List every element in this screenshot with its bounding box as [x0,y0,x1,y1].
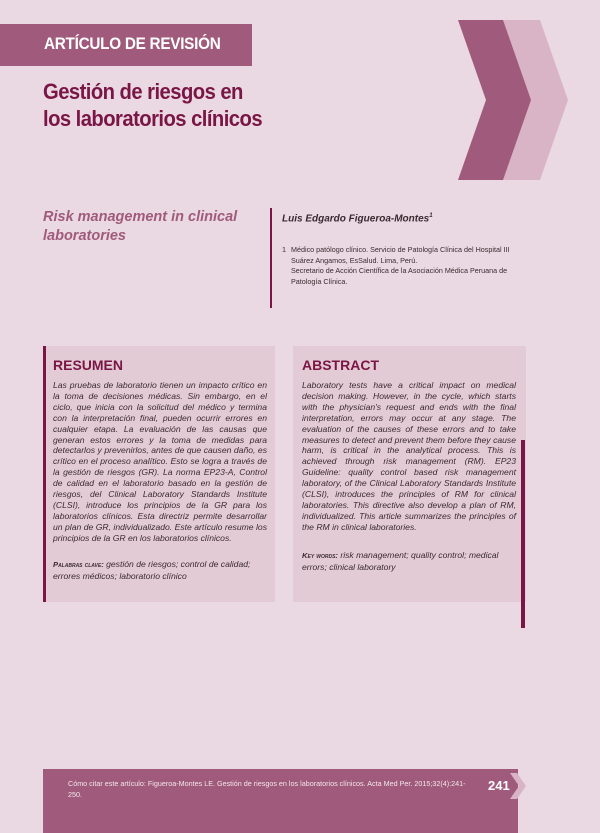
resumen-keywords-label: Palabras clave: [53,560,104,569]
affiliation-number: 1 [282,245,286,254]
citation-line-2: 250. [68,790,82,799]
title-line-1: Gestión de riesgos en [43,79,243,104]
title-line-2: los laboratorios clínicos [43,106,263,131]
abstract-keywords [302,550,516,573]
author-name-text: Luis Edgardo Figueroa-Montes [282,213,430,225]
chevron-decoration [458,20,568,180]
author-affiliation [282,245,537,287]
english-title-line-1: Risk management in clinical [43,209,238,225]
page-number: 241 [488,778,510,793]
page-chevron-icon [510,773,526,799]
article-title [43,78,282,132]
resumen-body: Las pruebas de laboratorio tienen un impacto crítico en la toma de decisiones médicas. Sin embargo, en el ciclo, que inicia con la solicitud del médico y termina con la interpretación final, pueden ocurrir errores en cualquier etapa. La evaluación de las causas que generan estos errores y la toma de medidas para detectarlos y prevenirlos, antes de que causen daño, es crítico en el proceso analítico. Esto se logra a través de la gestión de riesgos (GR). La norma EP23-A, Control de calidad en el laboratorio basado en la gestión de riesgos, del Clinical Laboratory Standards Institute (CLSI), introduce los principios de la GR para los laboratorios clínicos. Esta directriz permite desarrollar un plan de GR, individualizado. Este artículo resume los principios de la GR en los laboratorios clínicos. [53,380,267,543]
abstract-keywords-label: Key words: [302,551,338,560]
affiliation-line-4: Patología Clínica. [291,276,348,286]
citation-line-1: Cómo citar este artículo: Figueroa-Montes LE. Gestión de riesgos en los laboratorios clínicos. Acta Med Per. 2015;32(4):241- [68,779,466,788]
english-title [43,208,253,246]
affiliation-line-3: Secretario de Acción Científica de la Asociación Médica Peruana de [291,266,508,275]
author-divider [270,208,272,308]
resumen-accent-bar [43,346,46,602]
abstract-accent-bar [521,440,525,628]
abstract-keywords-text: risk management; quality control; medical errors; clinical laboratory [302,550,499,572]
resumen-heading: RESUMEN [53,357,124,373]
affiliation-line-2: Suárez Angamos, EsSalud. Lima, Perú. [291,255,418,265]
page-chevron-shape [510,773,526,799]
english-title-line-2: laboratories [43,228,126,244]
resumen-keywords [53,559,267,582]
affiliation-text [291,245,537,287]
author-name [282,213,433,224]
affiliation-line-1: Médico patólogo clínico. Servicio de Patología Clínica del Hospital III [291,245,510,254]
author-affiliation-mark: 1 [429,213,433,219]
citation [68,778,468,800]
section-label: ARTÍCULO DE REVISIÓN [44,34,221,53]
abstract-body: Laboratory tests have a critical impact on medical decision making. However, in the cycle, which starts with the physician's request and ends with the final interpretation, errors may occur at any stage. The evaluation of the causes of these errors and to take measures to detect and prevent them before they cause harm, is critical in the analytical process. This is achieved through risk management (RM). EP23 Guideline: quality control based risk management laboratory, of the Clinical Laboratory Standards Institute (CLSI), introduces the principles of RM for clinical laboratories. This directive also develop a plan of RM, individualized. This article summarizes the principles of the RM in clinical laboratories. [302,380,516,532]
abstract-heading: ABSTRACT [302,357,379,373]
resumen-keywords-text: gestión de riesgos; control de calidad; errores médicos; laboratorio clínico [53,559,251,581]
